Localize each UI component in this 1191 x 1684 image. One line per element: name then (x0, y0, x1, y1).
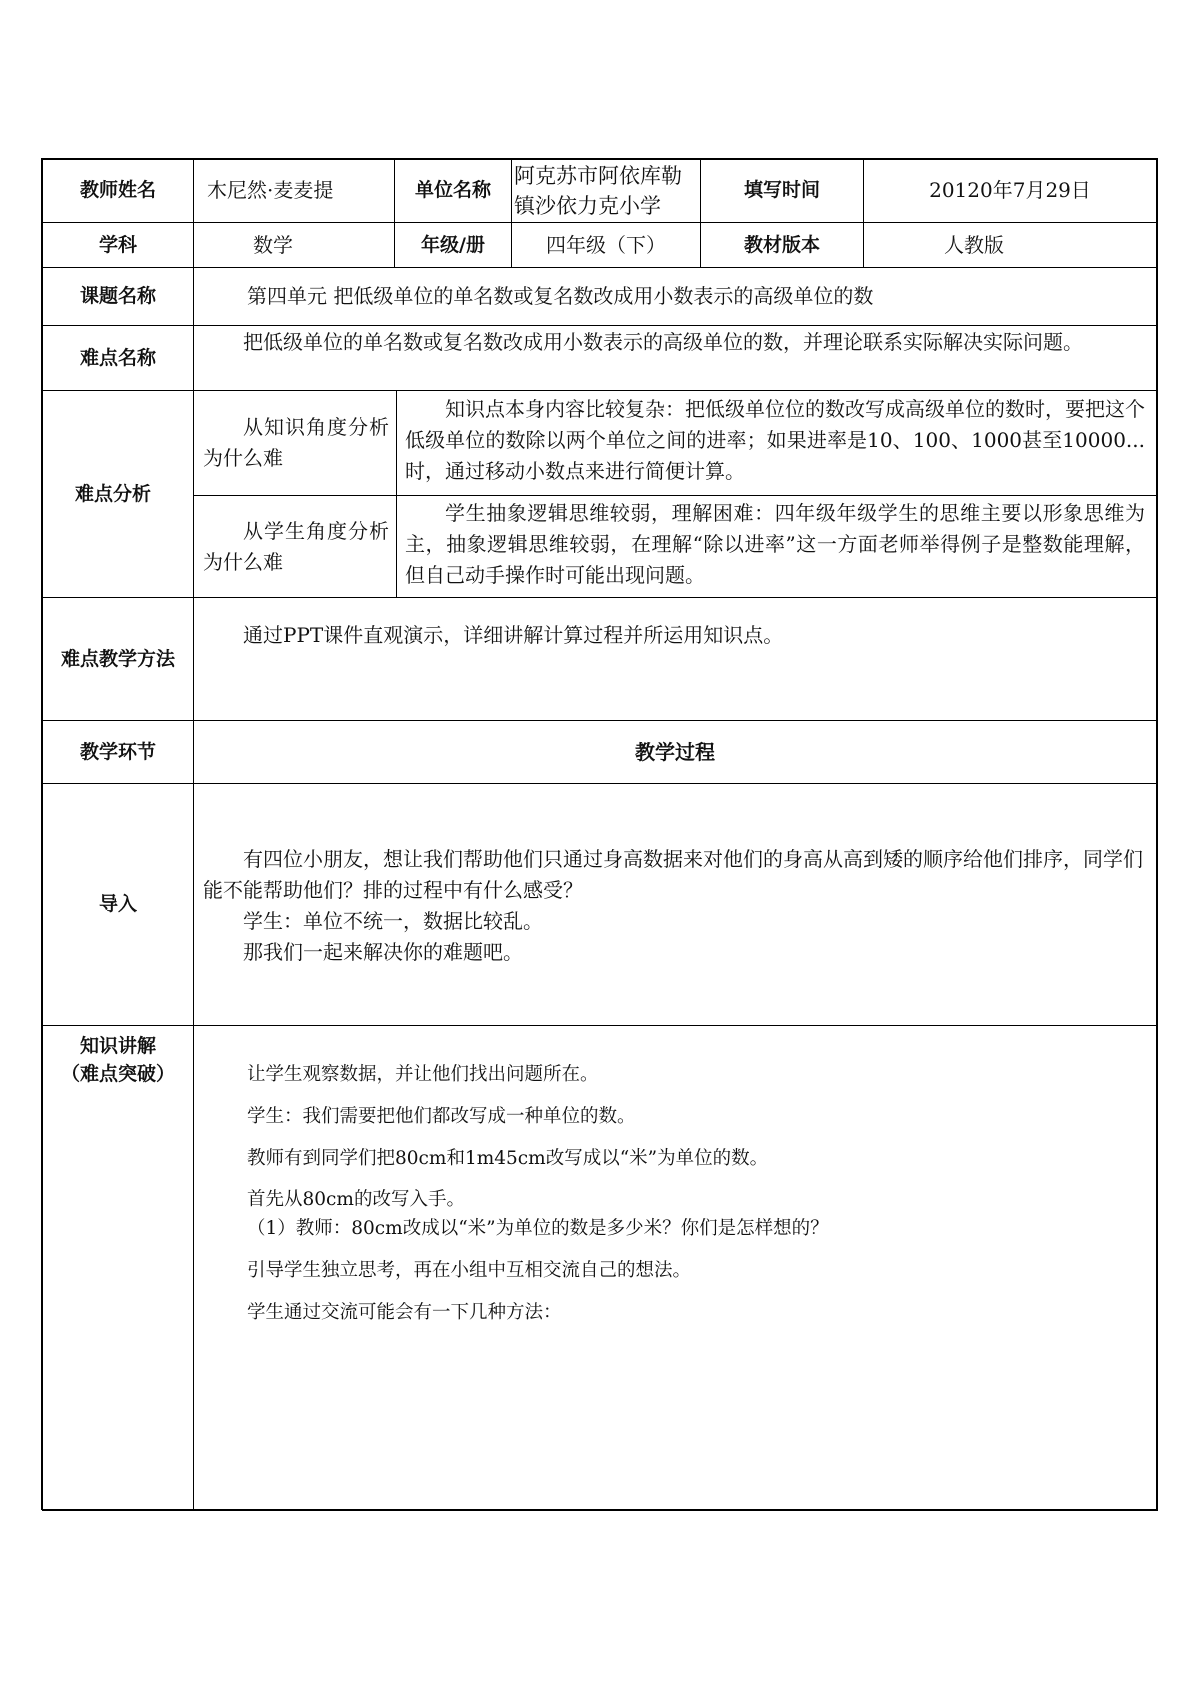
method-label: 难点教学方法 (60, 647, 175, 670)
method-value (203, 620, 1143, 651)
teaching-process-header: 教学过程 (635, 740, 715, 764)
explanation-line: 教师有到同学们把80cm和1m45cm改写成以“米”为单位的数。 (247, 1148, 769, 1169)
method-text: 通过PPT课件直观演示，详细讲解计算过程并所运用知识点。 (243, 623, 784, 647)
difficulty-text: 把低级单位的单名数或复名数改成用小数表示的高级单位的数，并理论联系实际解决实际问题。 (243, 330, 1083, 354)
fill-date-value: 20120年7月29日 (929, 178, 1091, 202)
teacher-name-label: 教师姓名 (79, 179, 156, 202)
explanation-label-line-2: （难点突破） (60, 1063, 175, 1085)
explanation-label-line-1: 知识讲解 (79, 1035, 156, 1057)
subject-label: 学科 (98, 233, 137, 256)
intro-paragraph-3: 那我们一起来解决你的难题吧。 (243, 940, 523, 964)
explanation-line: （1）教师：80cm改成以“米”为单位的数是多少米？你们是怎样想的？ (247, 1218, 829, 1239)
difficulty-label: 难点名称 (79, 346, 156, 369)
explanation-line: 引导学生独立思考，再在小组中互相交流自己的想法。 (247, 1260, 692, 1281)
teaching-step-header: 教学环节 (79, 740, 156, 763)
subject-value: 数学 (253, 232, 293, 257)
knowledge-angle-value (405, 394, 1145, 487)
explanation-line: 学生：我们需要把他们都改写成一种单位的数。 (247, 1106, 636, 1127)
knowledge-angle-desc: 知识点本身内容比较复杂：把低级单位位的数改写成高级单位的数时，要把这个低级单位的数除以两个单位之间的进率；如果进率是10、100、1000甚至10000...时，通过移动小数点来进行简便计算。 (405, 397, 1145, 483)
textbook-version-value: 人教版 (944, 232, 1004, 257)
student-angle-text: 从学生角度分析为什么难 (203, 519, 389, 574)
knowledge-angle-text: 从知识角度分析为什么难 (203, 415, 389, 470)
explanation-line: 首先从80cm的改写入手。 (247, 1189, 465, 1210)
col-divider (193, 158, 194, 1510)
explanation-line: 学生通过交流可能会有一下几种方法： (247, 1302, 562, 1323)
table-border-right (1156, 158, 1158, 1510)
row-divider (42, 325, 1158, 326)
unit-name-value (514, 159, 700, 222)
teacher-name-value: 木尼然·麦麦提 (207, 178, 334, 202)
student-angle-desc: 学生抽象逻辑思维较弱，理解困难：四年级年级学生的思维主要以形象思维为主，抽象逻辑思维较弱，在理解“除以进率”这一方面老师举得例子是整数能理解，但自己动手操作时可能出现问题。 (405, 501, 1145, 587)
knowledge-angle-label (203, 412, 389, 474)
unit-name-line-1: 阿克苏市阿依库勒 (514, 163, 682, 188)
row-divider (42, 1025, 1158, 1026)
unit-name-label: 单位名称 (414, 179, 491, 202)
unit-name-line-2: 镇沙依力克小学 (514, 193, 661, 218)
textbook-version-label: 教材版本 (743, 233, 820, 256)
row-divider (42, 390, 1158, 391)
student-angle-value (405, 498, 1145, 591)
intro-content (203, 844, 1143, 968)
student-angle-label (203, 516, 389, 578)
fill-date-label: 填写时间 (743, 179, 820, 202)
intro-label: 导入 (98, 893, 137, 916)
explanation-label (43, 1030, 193, 1090)
intro-paragraph-1: 有四位小朋友，想让我们帮助他们只通过身高数据来对他们的身高从高到矮的顺序给他们排序，同学们能不能帮助他们？排的过程中有什么感受？ (203, 847, 1143, 902)
difficulty-value (203, 327, 1143, 358)
topic-label: 课题名称 (79, 285, 156, 308)
row-divider (42, 783, 1158, 784)
topic-value: 第四单元 把低级单位的单名数或复名数改成用小数表示的高级单位的数 (247, 284, 874, 308)
col-divider (396, 390, 397, 597)
row-divider (193, 495, 1158, 496)
analysis-label: 难点分析 (74, 482, 151, 505)
grade-label: 年级/册 (421, 233, 485, 256)
table-border-bottom (42, 1509, 1158, 1511)
row-divider (42, 597, 1158, 598)
explanation-line: 让学生观察数据，并让他们找出问题所在。 (247, 1064, 599, 1085)
grade-value: 四年级（下） (546, 232, 666, 257)
intro-paragraph-2: 学生：单位不统一，数据比较乱。 (243, 909, 543, 933)
